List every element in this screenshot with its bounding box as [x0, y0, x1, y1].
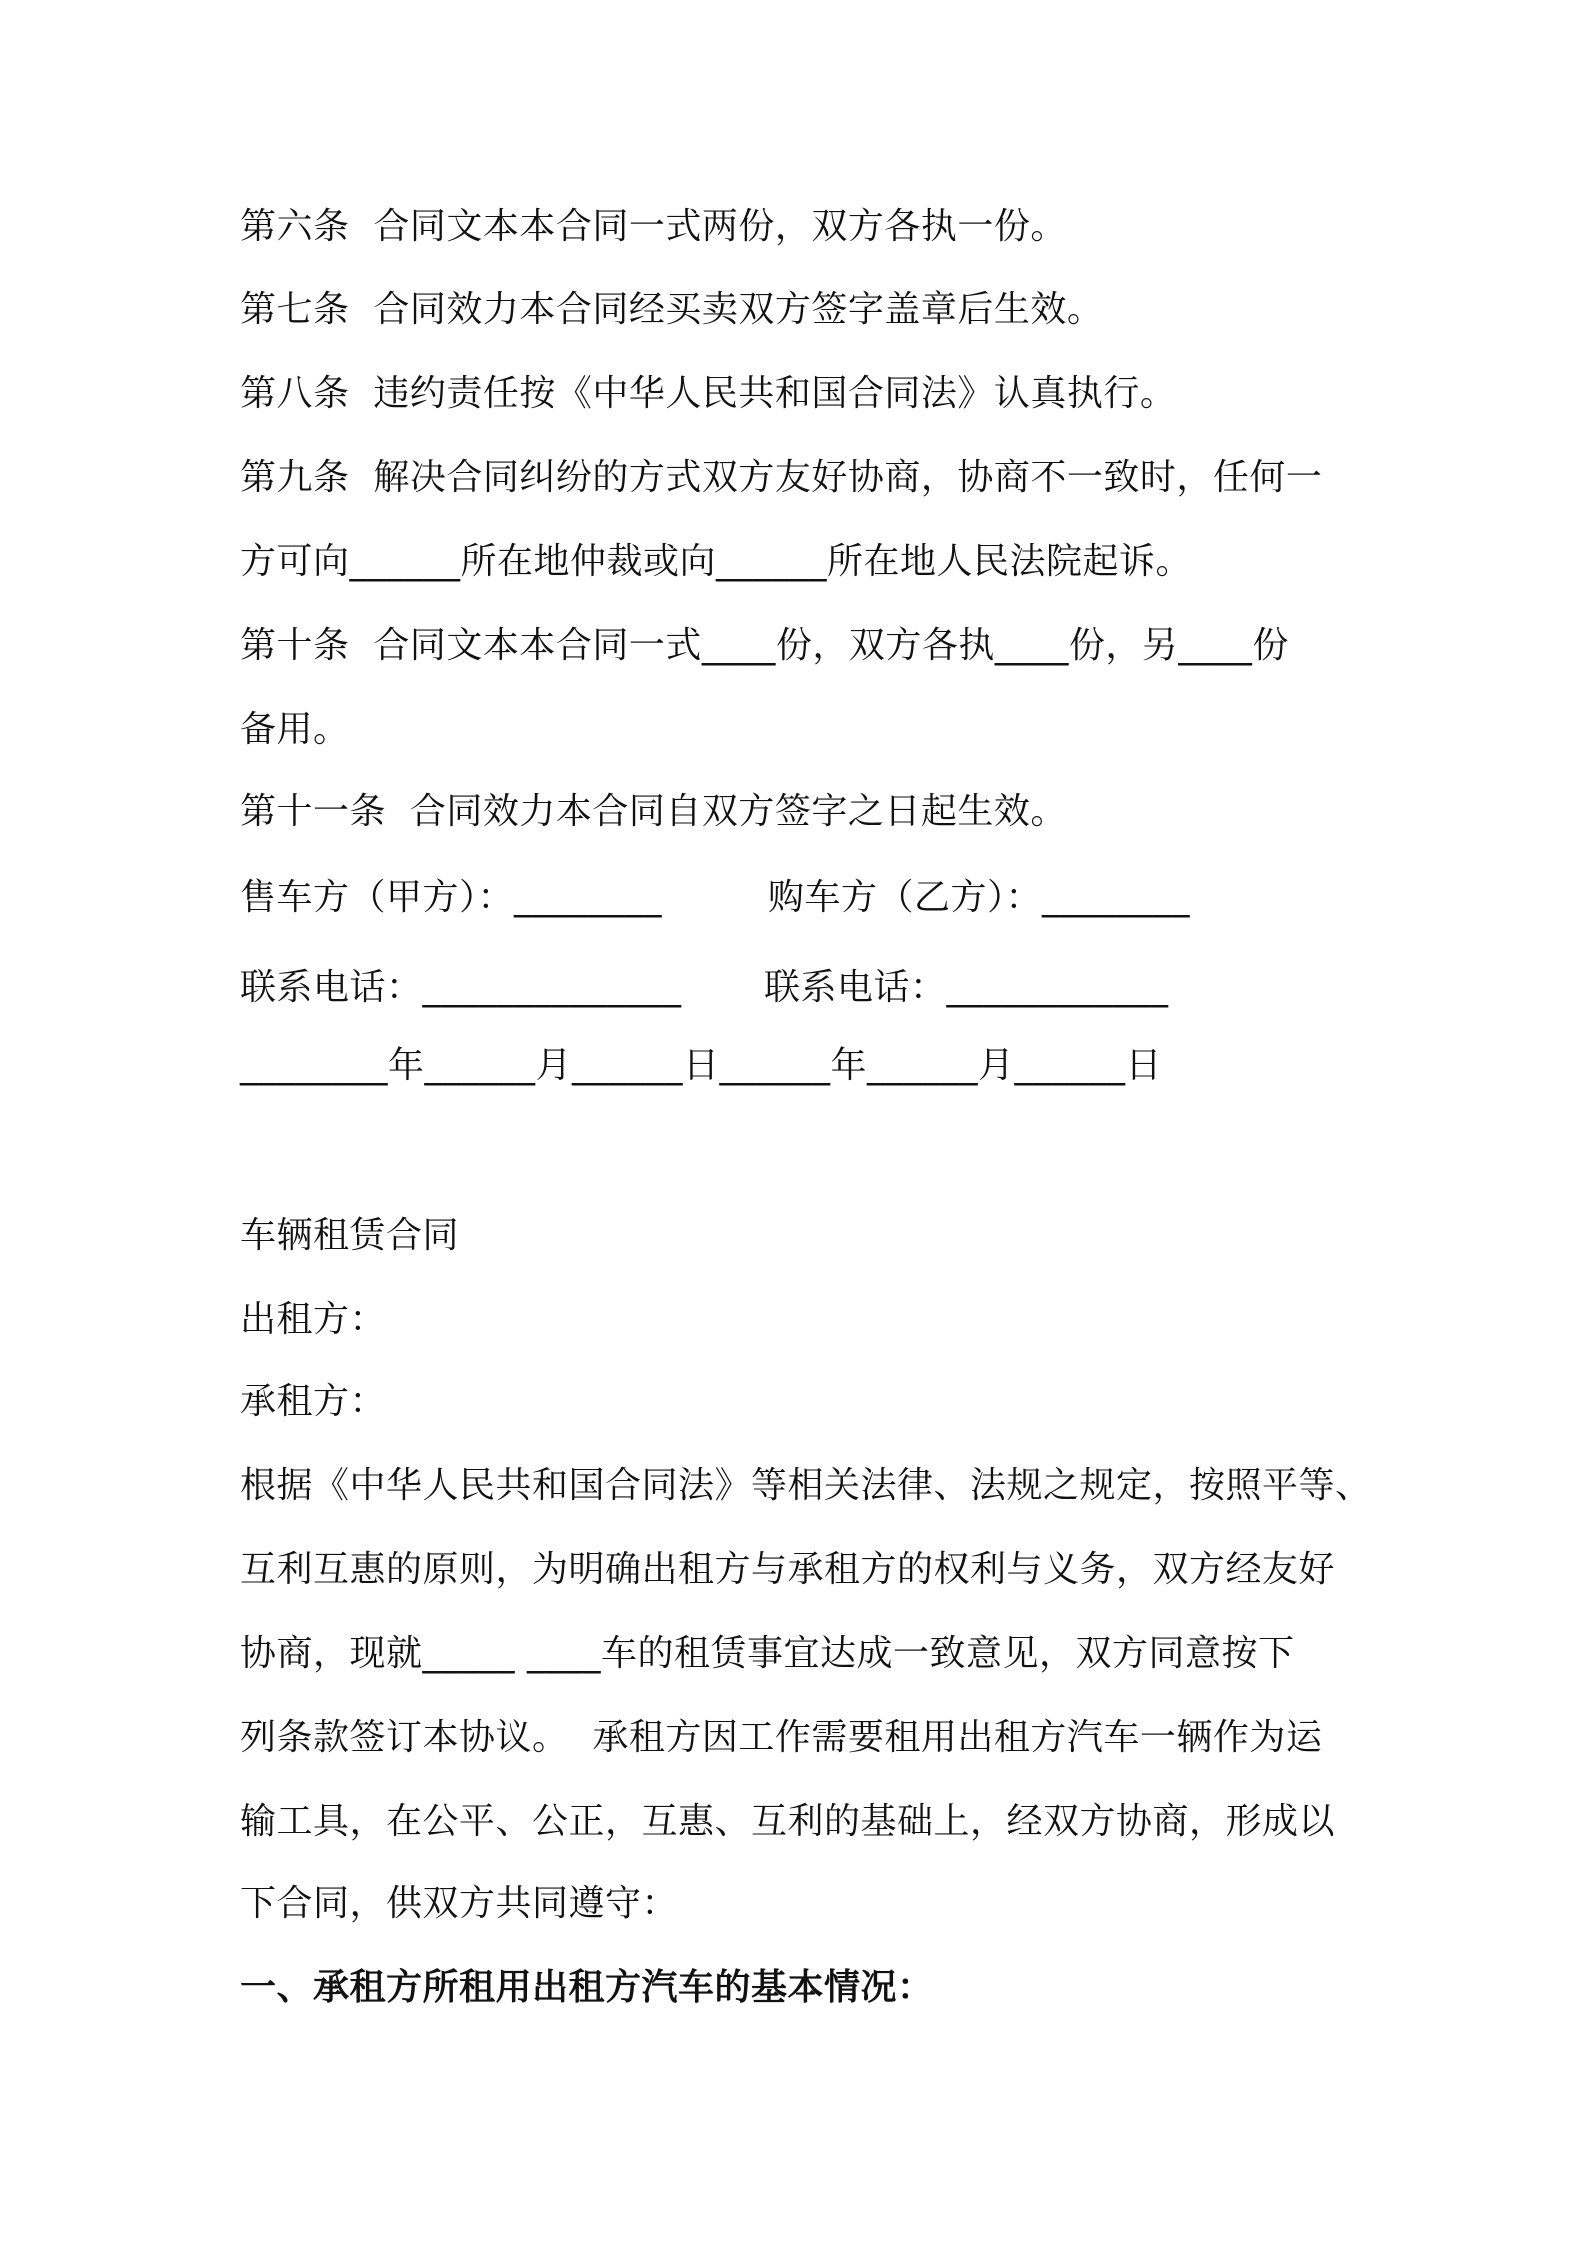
lessee-label: 承租方： — [240, 1381, 387, 1422]
article-9-line-2: 方可向______所在地仲裁或向______所在地人民法院起诉。 — [240, 541, 1193, 582]
lessor-label: 出租方： — [240, 1299, 387, 1340]
lease-paragraph-line-5: 输工具，在公平、公正，互惠、互利的基础上，经双方协商，形成以 — [240, 1801, 1336, 1842]
seller-signature: 售车方（甲方）：________ — [240, 877, 663, 918]
lease-paragraph-line-2: 互利互惠的原则，为明确出租方与承租方的权利与义务，双方经友好 — [240, 1549, 1336, 1590]
article-11: 第十一条 合同效力本合同自双方签字之日起生效。 — [240, 791, 1067, 832]
lease-section-1-heading: 一、承租方所租用出租方汽车的基本情况： — [240, 1967, 934, 2008]
lease-paragraph-line-3: 协商，现就_____ ____车的租赁事宜达成一致意见，双方同意按下 — [240, 1633, 1295, 1674]
buyer-signature: 购车方（乙方）：________ — [768, 877, 1191, 918]
lease-title: 车辆租赁合同 — [240, 1215, 460, 1256]
lease-paragraph-line-4: 列条款签订本协议。 承租方因工作需要租用出租方汽车一辆作为运 — [240, 1717, 1323, 1758]
article-6: 第六条 合同文本本合同一式两份，双方各执一份。 — [240, 206, 1067, 247]
article-10-line-2: 备用。 — [240, 709, 350, 750]
article-9-line-1: 第九条 解决合同纠纷的方式双方友好协商，协商不一致时，任何一 — [240, 457, 1323, 498]
seller-phone: 联系电话：______________ — [240, 967, 682, 1008]
article-8: 第八条 违约责任按《中华人民共和国合同法》认真执行。 — [240, 373, 1177, 414]
article-10-line-1: 第十条 合同文本本合同一式____份，双方各执____份，另____份 — [240, 625, 1289, 666]
signature-dates: ________年______月______日______年______月______日 — [240, 1045, 1162, 1086]
lease-paragraph-line-6: 下合同，供双方共同遵守： — [240, 1883, 679, 1924]
lease-paragraph-line-1: 根据《中华人民共和国合同法》等相关法律、法规之规定，按照平等、 — [240, 1465, 1372, 1506]
article-7: 第七条 合同效力本合同经买卖双方签字盖章后生效。 — [240, 289, 1104, 330]
buyer-phone: 联系电话：____________ — [764, 967, 1169, 1008]
